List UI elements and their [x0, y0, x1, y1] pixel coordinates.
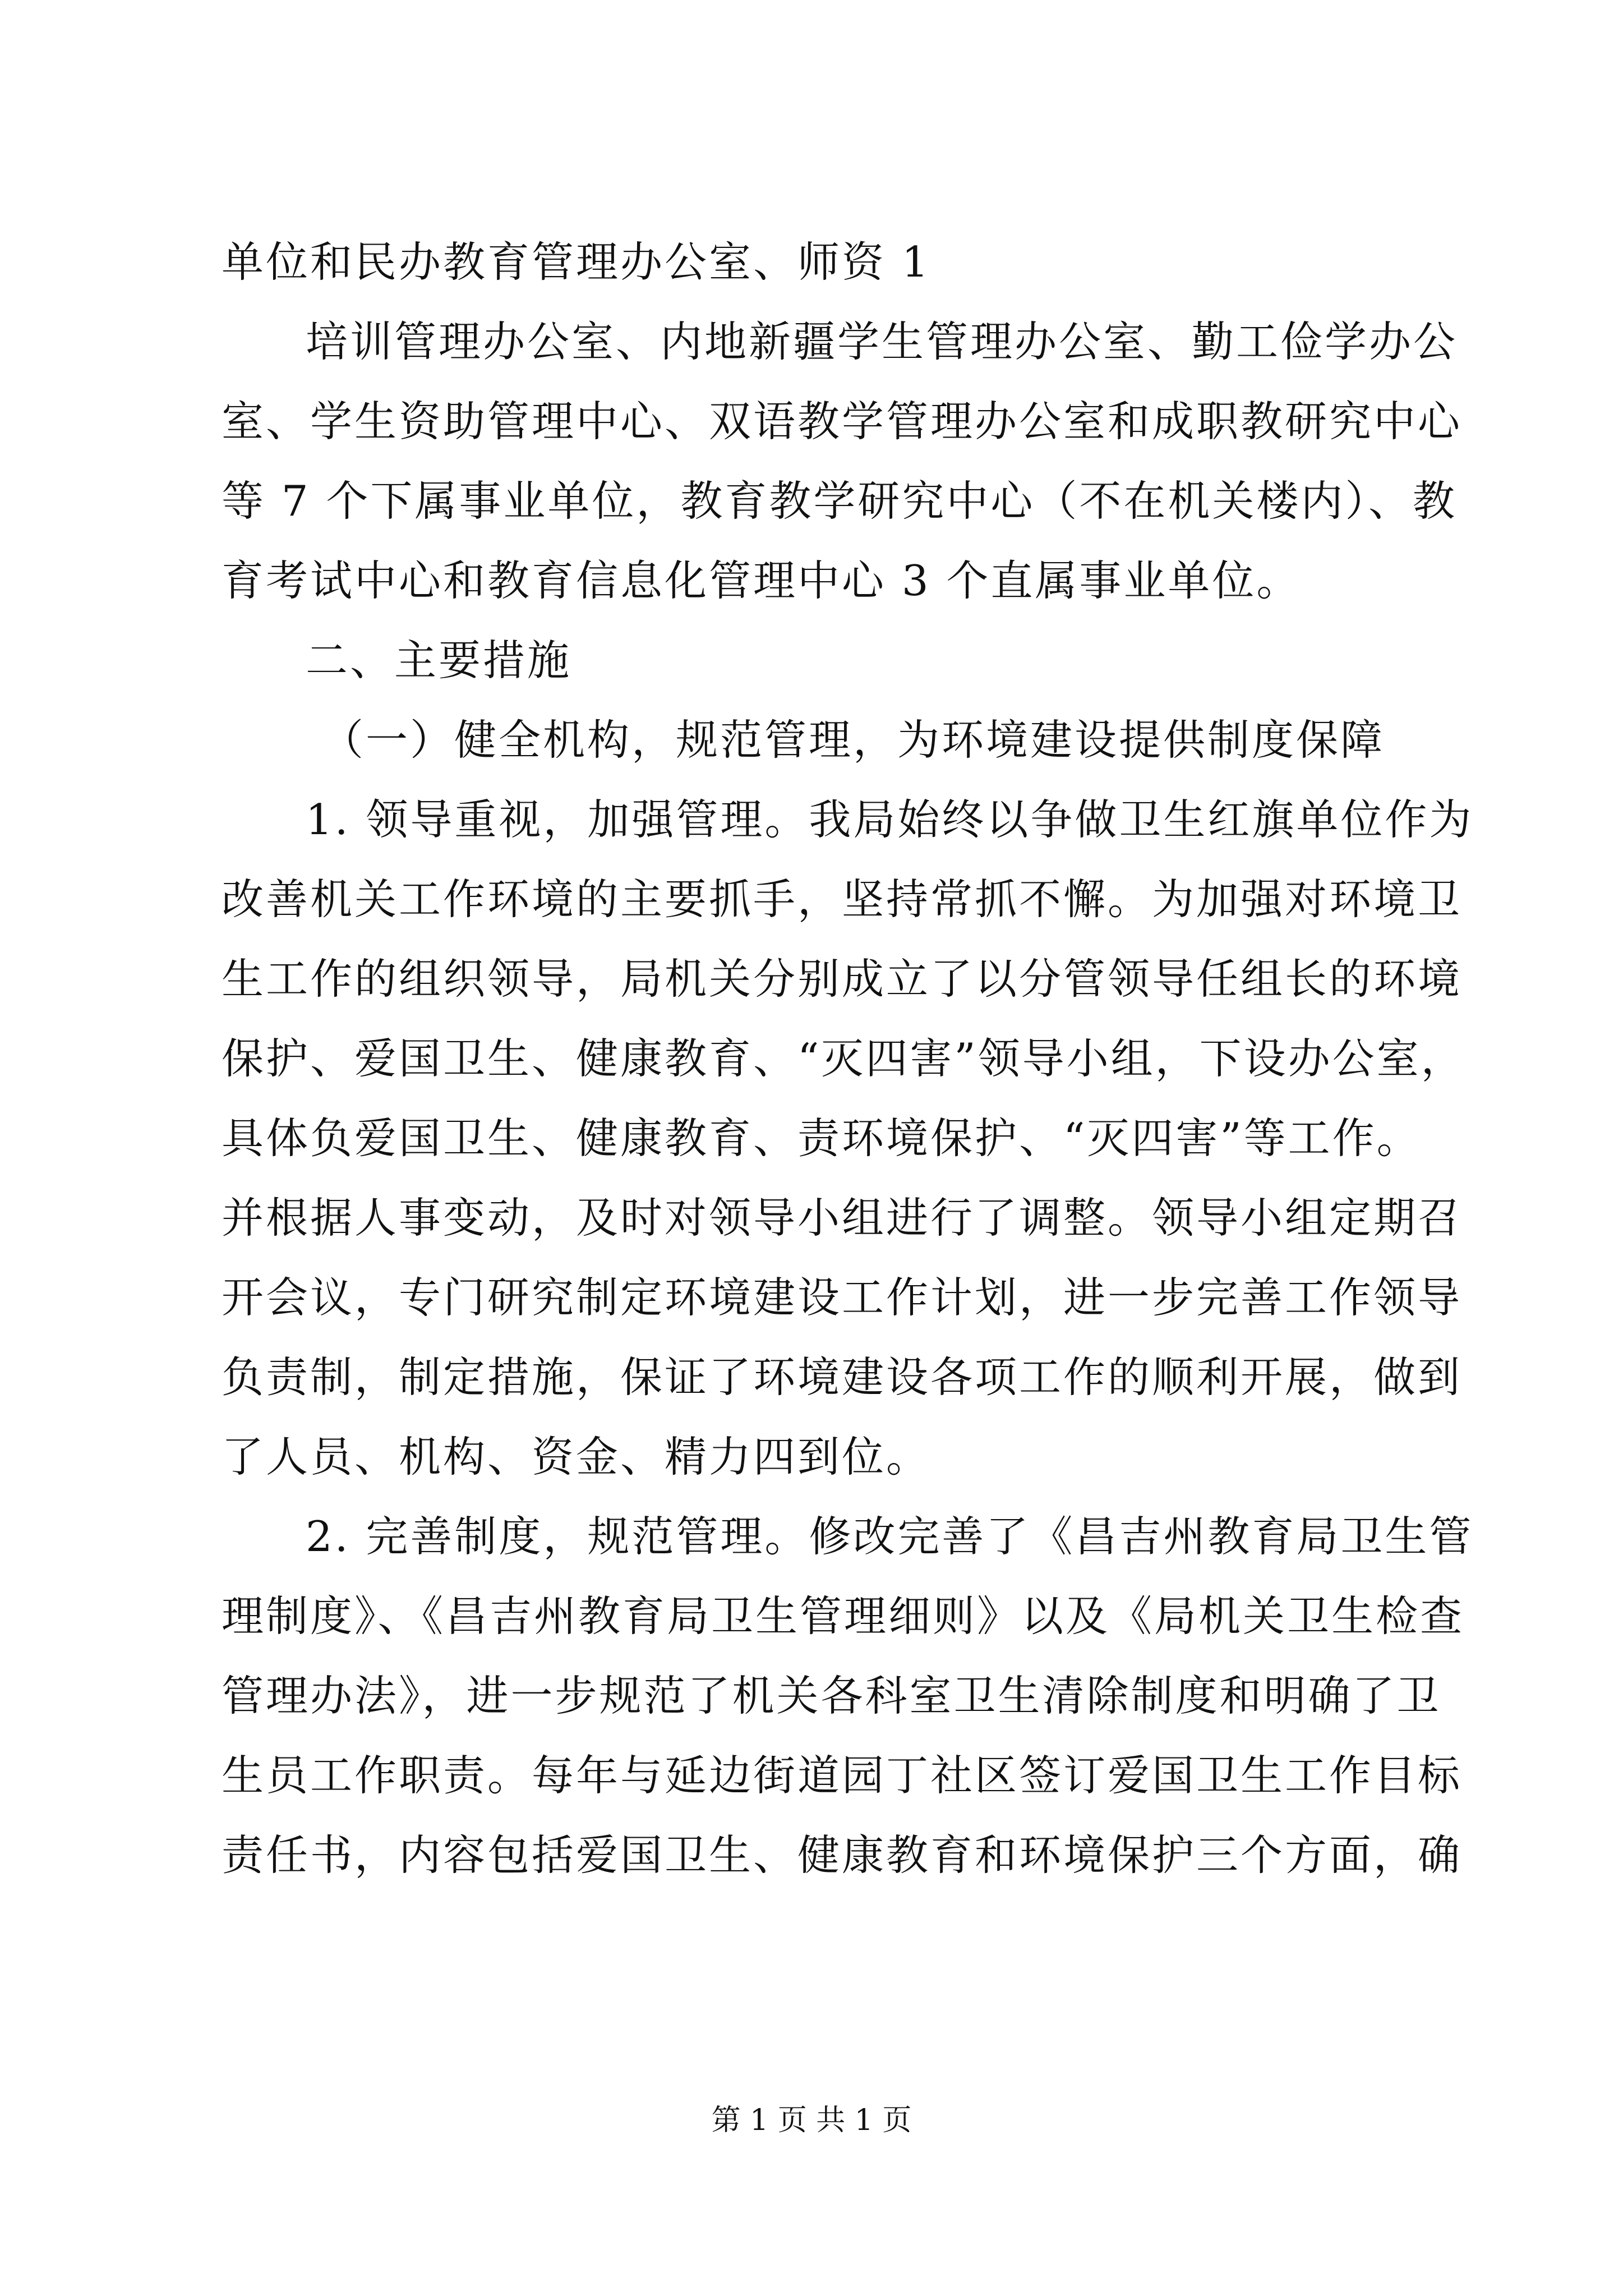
text-line-14: 开会议，专门研究制定环境建设工作计划，进一步完善工作领导 [222, 1273, 1463, 1322]
subsection-heading: （一）健全机构，规范管理，为环境建设提供制度保障 [321, 715, 1385, 765]
section-heading: 二、主要措施 [306, 636, 572, 685]
text-line-20: 生员工作职责。每年与延边街道园丁社区签订爱国卫生工作目标 [222, 1751, 1463, 1800]
text-line-16: 了人员、机构、资金、精力四到位。 [222, 1432, 931, 1481]
text-line-18: 理制度》、《昌吉州教育局卫生管理细则》以及《局机关卫生检查 [222, 1591, 1465, 1641]
text-line-8: 1. 领导重视，加强管理。我局始终以争做卫生红旗单位作为 [306, 795, 1474, 844]
text-line-11: 保护、爱国卫生、健康教育、“灭四害”领导小组，下设办公室， [222, 1034, 1465, 1083]
text-line-19: 管理办法》，进一步规范了机关各科室卫生清除制度和明确了卫 [222, 1671, 1441, 1720]
document-body [222, 222, 1474, 1895]
page-number-footer: 第 1 页 共 1 页 [711, 2104, 912, 2137]
text-line-10: 生工作的组织领导，局机关分别成立了以分管领导任组长的环境 [222, 954, 1463, 1004]
text-line-17: 2. 完善制度，规范管理。修改完善了《昌吉州教育局卫生管 [306, 1512, 1474, 1561]
text-line-2: 培训管理办公室、内地新疆学生管理办公室、勤工俭学办公 [306, 317, 1458, 366]
text-line-9: 改善机关工作环境的主要抓手，坚持常抓不懈。为加强对环境卫 [222, 875, 1463, 924]
text-line-5: 育考试中心和教育信息化管理中心 3 个直属事业单位。 [222, 556, 1301, 605]
text-line-12: 具体负爱国卫生、健康教育、责环境保护、“灭四害”等工作。 [222, 1114, 1421, 1163]
text-line-1: 单位和民办教育管理办公室、师资 1 [222, 237, 931, 287]
text-line-21: 责任书，内容包括爱国卫生、健康教育和环境保护三个方面，确 [222, 1830, 1463, 1880]
text-line-15: 负责制，制定措施，保证了环境建设各项工作的顺利开展，做到 [222, 1352, 1463, 1402]
text-line-3: 室、学生资助管理中心、双语教学管理办公室和成职教研究中心 [222, 397, 1463, 446]
text-line-4: 等 7 个下属事业单位，教育教学研究中心（不在机关楼内）、教 [222, 476, 1457, 526]
text-line-13: 并根据人事变动，及时对领导小组进行了调整。领导小组定期召 [222, 1193, 1463, 1243]
